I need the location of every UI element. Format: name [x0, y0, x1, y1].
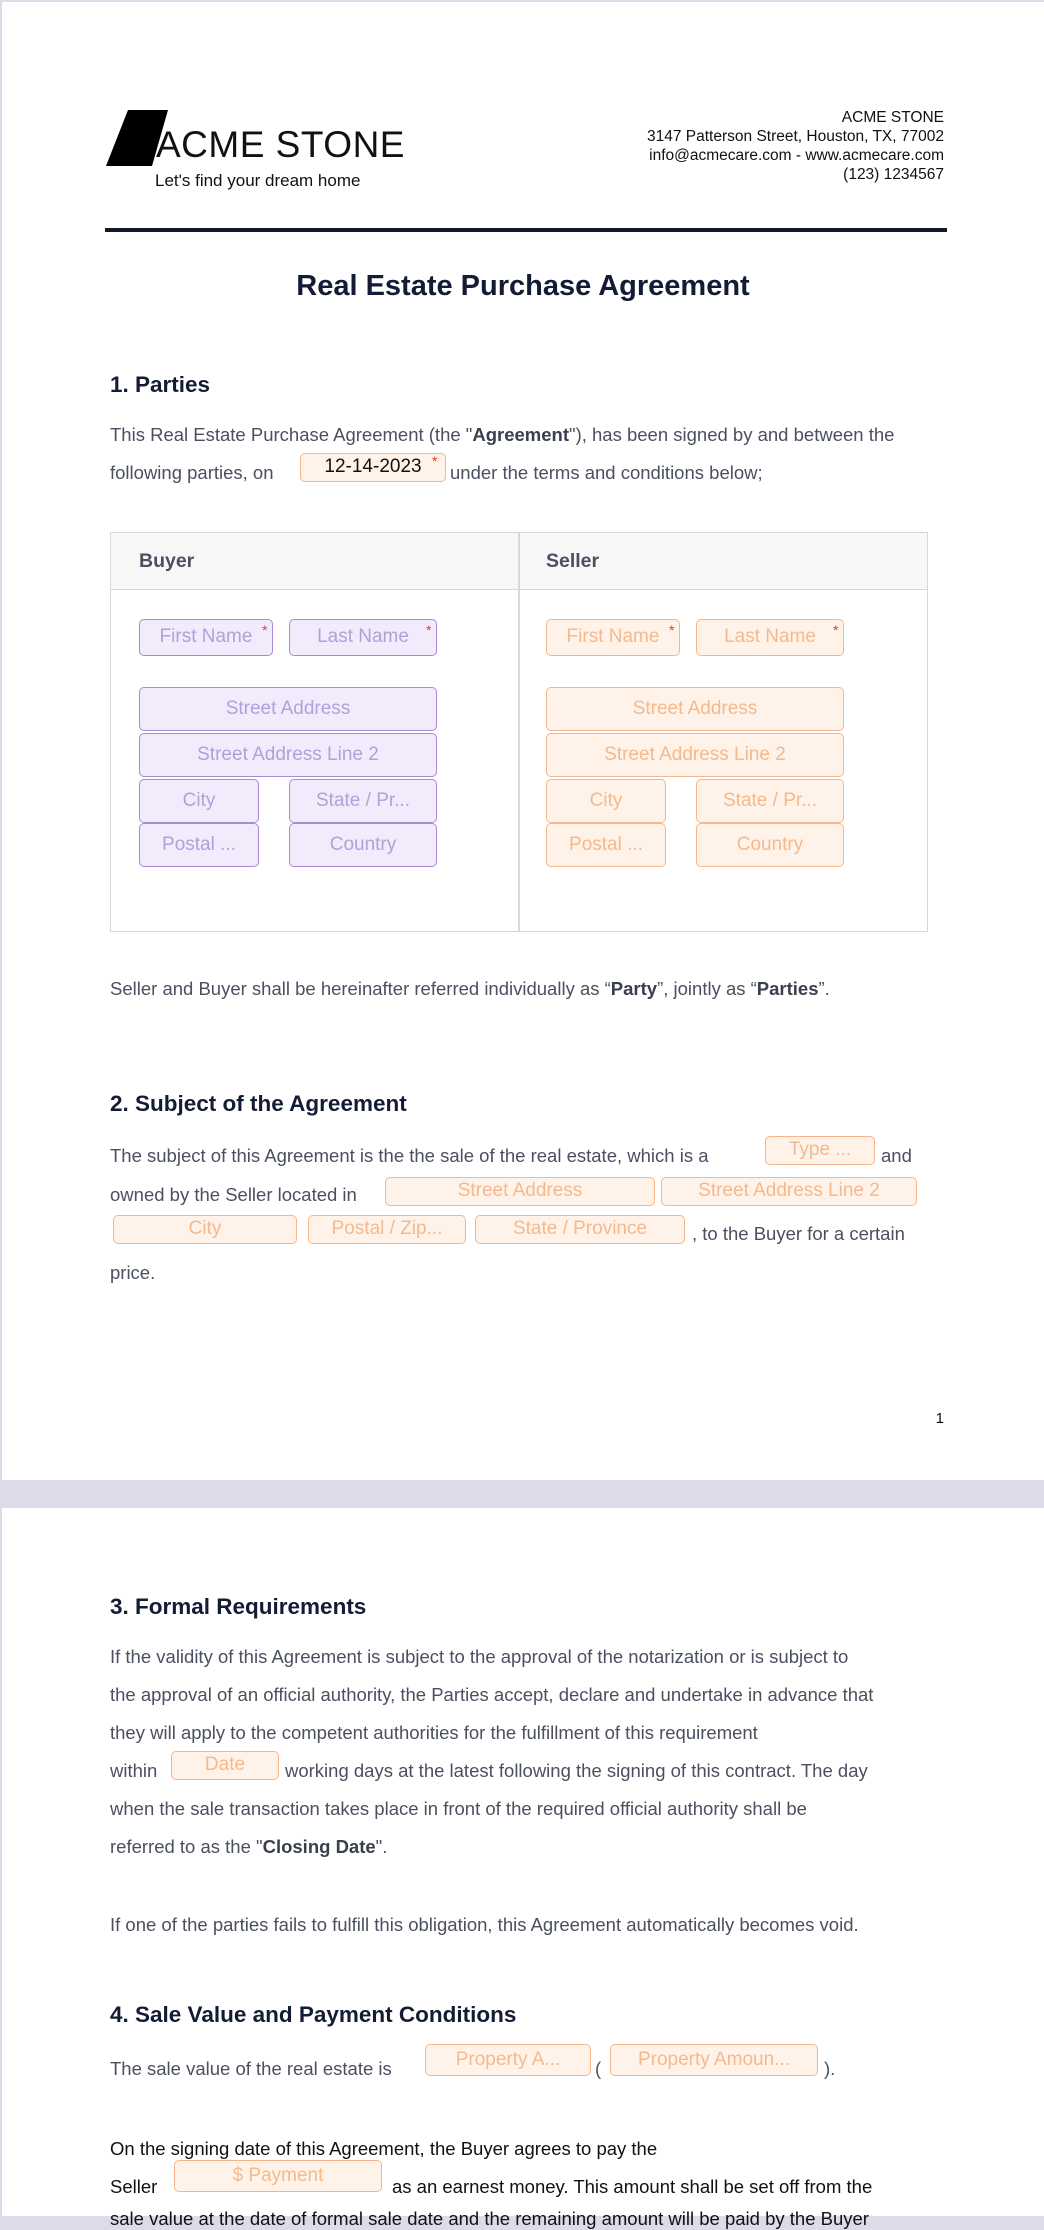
formal-line-4-b: working days at the latest following the signing of this contract. The day	[285, 1760, 868, 1781]
sale-value-line-a: The sale value of the real estate is	[110, 2058, 392, 2079]
company-info	[647, 108, 944, 184]
seller-city-field[interactable]: City	[546, 779, 666, 823]
company-contact: info@acmecare.com - www.acmecare.com	[649, 147, 944, 164]
agreement-date-field[interactable]: 12-14-2023	[300, 453, 446, 482]
formal-line-6: referred to as the "Closing Date".	[110, 1836, 388, 1857]
parties-intro-line-1: This Real Estate Purchase Agreement (the "Agreement"), has been signed by and between the	[110, 424, 895, 445]
logo-tagline: Let's find your dream home	[155, 171, 361, 190]
parties-intro-line-2-a: following parties, on	[110, 462, 274, 483]
payment-line-2-b: as an earnest money. This amount shall be set off from the	[392, 2176, 873, 2197]
seller-state-field[interactable]: State / Pr...	[696, 779, 844, 823]
payment-line-2-a: Seller	[110, 2176, 158, 2197]
parties-table	[110, 532, 928, 932]
required-marker: *	[669, 622, 675, 638]
property-amount-field[interactable]: Property A...	[425, 2044, 591, 2076]
seller-street-address-field[interactable]: Street Address	[546, 687, 844, 731]
section-3-heading: 3. Formal Requirements	[110, 1594, 367, 1619]
buyer-last-name-field[interactable]: Last Name	[289, 619, 437, 656]
party-definition-note: Seller and Buyer shall be hereinafter referred individually as “Party”, jointly as “Parties”.	[110, 978, 830, 999]
subject-line-2-a: owned by the Seller located in	[110, 1184, 357, 1205]
subject-line-3-b: , to the Buyer for a certain	[692, 1223, 905, 1244]
subject-line-1-b: and	[881, 1145, 912, 1166]
paren-open: (	[595, 2058, 602, 2079]
company-phone: (123) 1234567	[843, 166, 944, 183]
header-divider	[105, 228, 947, 232]
company-address: 3147 Patterson Street, Houston, TX, 77002	[647, 128, 944, 145]
property-street-address-field[interactable]: Street Address	[385, 1177, 655, 1206]
buyer-postal-field[interactable]: Postal ...	[139, 823, 259, 867]
company-info-name: ACME STONE	[841, 109, 944, 126]
property-amount-words-field[interactable]: Property Amoun...	[610, 2044, 818, 2076]
buyer-country-field[interactable]: Country	[289, 823, 437, 867]
seller-header: Seller	[546, 550, 600, 572]
formal-line-7: If one of the parties fails to fulfill this obligation, this Agreement automatically becomes void.	[110, 1914, 859, 1935]
buyer-header: Buyer	[139, 550, 195, 572]
parties-intro-line-2-b: under the terms and conditions below;	[450, 462, 763, 483]
logo-name: ACME STONE	[156, 124, 405, 165]
section-1-heading: 1. Parties	[110, 372, 211, 397]
subject-line-4: price.	[110, 1262, 156, 1283]
required-marker: *	[426, 622, 432, 638]
formal-line-5: when the sale transaction takes place in front of the required official authority shall be	[110, 1798, 807, 1819]
property-state-field[interactable]: State / Province	[475, 1215, 685, 1244]
subject-line-1-a: The subject of this Agreement is the the sale of the real estate, which is a	[110, 1145, 709, 1166]
property-type-field[interactable]: Type ...	[765, 1136, 875, 1165]
formal-line-1: If the validity of this Agreement is subject to the approval of the notarization or is subject to	[110, 1646, 849, 1667]
required-marker: *	[432, 453, 438, 469]
earnest-payment-field[interactable]: $ Payment	[174, 2160, 382, 2192]
document-title: Real Estate Purchase Agreement	[296, 270, 750, 302]
seller-postal-field[interactable]: Postal ...	[546, 823, 666, 867]
property-postal-field[interactable]: Postal / Zip...	[308, 1215, 466, 1244]
page-number: 1	[935, 1410, 944, 1427]
closing-days-field[interactable]: Date	[171, 1751, 279, 1780]
required-marker: *	[262, 622, 268, 638]
section-4-heading: 4. Sale Value and Payment Conditions	[110, 2002, 517, 2027]
page-1	[2, 2, 1044, 1480]
seller-last-name-field[interactable]: Last Name	[696, 619, 844, 656]
formal-line-2: the approval of an official authority, the Parties accept, declare and undertake in advance that	[110, 1684, 874, 1705]
property-street-address-2-field[interactable]: Street Address Line 2	[661, 1177, 917, 1206]
seller-first-name-field[interactable]: First Name	[546, 619, 680, 656]
formal-line-4-a: within	[110, 1760, 158, 1781]
payment-line-1: On the signing date of this Agreement, the Buyer agrees to pay the	[110, 2138, 658, 2159]
required-marker: *	[833, 622, 839, 638]
formal-line-3: they will apply to the competent authorities for the fulfillment of this requirement	[110, 1722, 758, 1743]
buyer-state-field[interactable]: State / Pr...	[289, 779, 437, 823]
property-city-field[interactable]: City	[113, 1215, 297, 1244]
buyer-street-address-2-field[interactable]: Street Address Line 2	[139, 733, 437, 777]
payment-line-3: sale value at the date of formal sale date and the remaining amount will be paid by the Buyer	[110, 2208, 869, 2229]
seller-street-address-2-field[interactable]: Street Address Line 2	[546, 733, 844, 777]
buyer-city-field[interactable]: City	[139, 779, 259, 823]
buyer-first-name-field[interactable]: First Name	[139, 619, 273, 656]
seller-country-field[interactable]: Country	[696, 823, 844, 867]
buyer-street-address-field[interactable]: Street Address	[139, 687, 437, 731]
paren-close: ).	[824, 2058, 836, 2079]
parties-table-divider	[518, 533, 520, 931]
section-2-heading: 2. Subject of the Agreement	[110, 1091, 407, 1116]
page-2	[2, 1508, 1044, 2229]
